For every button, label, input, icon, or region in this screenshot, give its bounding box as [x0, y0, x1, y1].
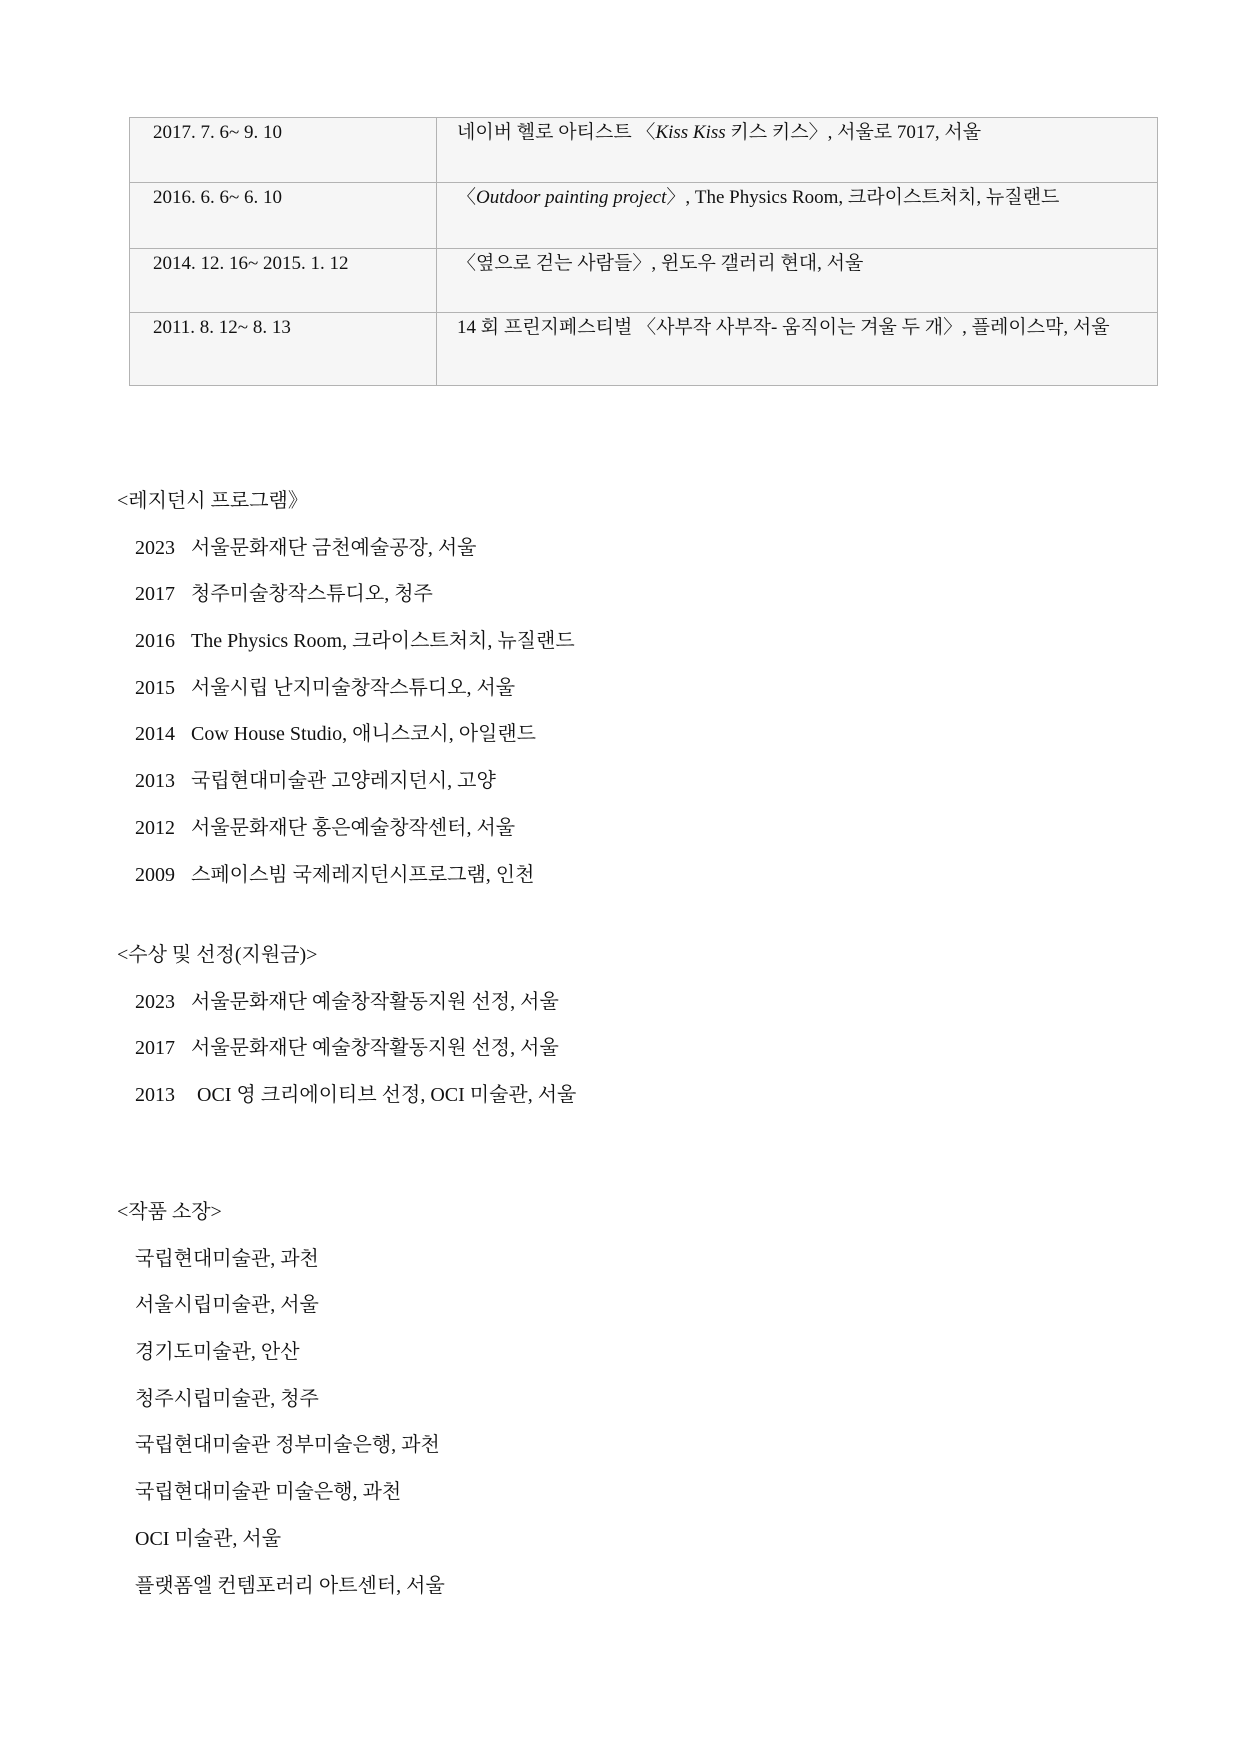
- table-row: [130, 183, 1158, 249]
- item-text: Cow House Studio, 애니스코시, 아일랜드: [191, 723, 537, 746]
- residency-section: [117, 478, 575, 898]
- section-heading: <작품 소장>: [117, 1201, 222, 1223]
- item-year: 2016: [135, 630, 175, 653]
- table-row: [130, 249, 1158, 313]
- table-row: [130, 313, 1158, 386]
- item-year: 2023: [135, 990, 175, 1013]
- exhibition-date: 2011. 8. 12~ 8. 13: [130, 313, 437, 386]
- item-year: 2017: [135, 583, 175, 606]
- text-segment: 〉, The Physics Room, 크라이스트처치, 뉴질랜드: [666, 187, 1060, 208]
- list-item: 국립현대미술관 정부미술은행, 과천: [135, 1434, 440, 1457]
- exhibition-description: [437, 118, 1158, 183]
- item-text: 서울문화재단 금천예술공장, 서울: [191, 536, 477, 559]
- list-item: [117, 618, 575, 665]
- collection-section: [117, 1189, 445, 1609]
- list-item: 서울시립미술관, 서울: [135, 1294, 319, 1317]
- list-item: [117, 758, 575, 805]
- exhibition-date: 2016. 6. 6~ 6. 10: [130, 183, 437, 249]
- exhibition-table: [129, 117, 1158, 386]
- text-segment: 〈: [457, 187, 477, 208]
- item-text: 서울문화재단 예술창작활동지원 선정, 서울: [191, 1037, 559, 1060]
- list-item: [117, 665, 575, 712]
- item-year: 2013: [135, 1084, 175, 1107]
- item-text: 국립현대미술관 고양레지던시, 고양: [191, 770, 496, 793]
- exhibition-date: 2017. 7. 6~ 9. 10: [130, 118, 437, 183]
- italic-title: Kiss Kiss: [655, 122, 726, 143]
- item-year: 2012: [135, 816, 175, 839]
- section-heading: <레지던시 프로그램》: [117, 490, 308, 512]
- section-heading: <수상 및 선정(지원금)>: [117, 944, 318, 966]
- item-text: 스페이스빔 국제레지던시프로그램, 인천: [191, 863, 535, 886]
- item-year: 2017: [135, 1037, 175, 1060]
- item-year: 2014: [135, 723, 175, 746]
- list-item: [117, 1072, 576, 1119]
- list-item: [117, 525, 575, 572]
- item-text: 청주미술창작스튜디오, 청주: [191, 583, 433, 606]
- list-item: 청주시립미술관, 청주: [135, 1387, 319, 1410]
- item-text: OCI 영 크리에이티브 선정, OCI 미술관, 서울: [197, 1084, 577, 1107]
- item-text: 서울문화재단 홍은예술창작센터, 서울: [191, 816, 516, 839]
- list-item: 국립현대미술관, 과천: [135, 1247, 319, 1270]
- item-text: 서울문화재단 예술창작활동지원 선정, 서울: [191, 990, 559, 1013]
- list-item: [117, 979, 576, 1026]
- exhibition-description: 〈옆으로 걷는 사람들〉, 윈도우 갤러리 현대, 서울: [437, 249, 1158, 313]
- item-year: 2015: [135, 676, 175, 699]
- exhibition-description: [437, 183, 1158, 249]
- italic-title: Outdoor painting project: [476, 187, 667, 208]
- item-year: 2013: [135, 770, 175, 793]
- item-text: The Physics Room, 크라이스트처치, 뉴질랜드: [191, 630, 575, 653]
- list-item: [117, 571, 575, 618]
- item-year: 2023: [135, 536, 175, 559]
- text-segment: 네이버 헬로 아티스트 〈: [457, 122, 656, 143]
- text-segment: 키스 키스〉, 서울로 7017, 서울: [725, 122, 982, 143]
- item-year: 2009: [135, 863, 175, 886]
- list-item: [117, 1025, 576, 1072]
- list-item: [117, 852, 575, 899]
- exhibition-description: 14 회 프린지페스티벌 〈사부작 사부작- 움직이는 겨울 두 개〉, 플레이스막, 서울: [437, 313, 1158, 386]
- list-item: [117, 711, 575, 758]
- list-item: 국립현대미술관 미술은행, 과천: [135, 1481, 402, 1504]
- awards-section: [117, 932, 576, 1119]
- list-item: 경기도미술관, 안산: [135, 1341, 300, 1364]
- table-row: [130, 118, 1158, 183]
- exhibition-date: 2014. 12. 16~ 2015. 1. 12: [130, 249, 437, 313]
- item-text: 서울시립 난지미술창작스튜디오, 서울: [191, 676, 516, 699]
- list-item: [117, 805, 575, 852]
- list-item: OCI 미술관, 서울: [135, 1527, 282, 1550]
- list-item: 플랫폼엘 컨템포러리 아트센터, 서울: [135, 1574, 445, 1597]
